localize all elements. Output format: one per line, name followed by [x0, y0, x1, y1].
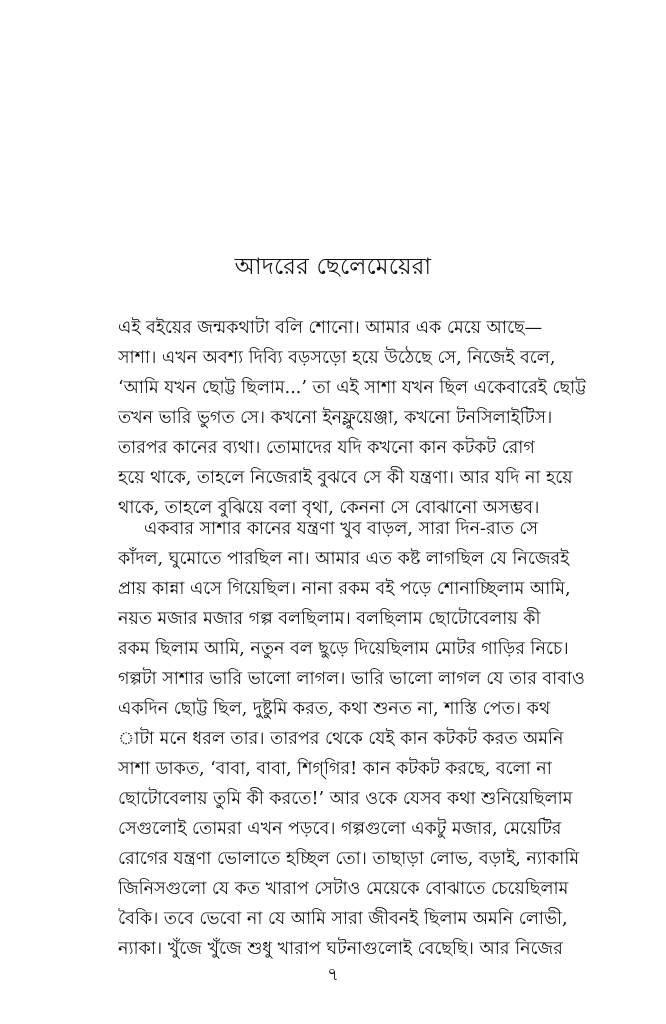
- text-line: প্রায় কান্না এসে গিয়েছিল। নানা রকম বই পড়ে শোনাচ্ছিলাম আমি,: [118, 579, 571, 599]
- text-line: একবার সাশার কানের যন্ত্রণা খুব বাড়ল, সারা দিন-রাত সে: [144, 519, 539, 539]
- paragraph-1: [118, 313, 588, 523]
- text-line: ছোটোবেলায় তুমি কী করতে!’ আর ওকে যেসব কথা শুনিয়েছিলাম: [118, 789, 573, 809]
- text-line: তারপর কানের ব্যথা। তোমাদের যদি কখনো কান কটকট রোগ: [118, 438, 535, 458]
- text-line: জিনিসগুলো যে কত খারাপ সেটাও মেয়েকে বোঝাতে চেয়েছিলাম: [118, 879, 569, 899]
- text-line: সাশা। এখন অবশ্য দিব্যি বড়সড়ো হয়ে উঠেছে সে, নিজেই বলে,: [118, 348, 556, 368]
- text-line: থাকে, তাহলে বুঝিয়ে বলা বৃথা, কেননা সে বোঝানো অসম্ভব।: [118, 498, 540, 518]
- text-line: কাঁদল, ঘুমোতে পারছিল না। আমার এত কষ্ট লাগছিল যে নিজেরই: [118, 549, 570, 569]
- text-line: রোগের যন্ত্রণা ভোলাতে হচ্ছিল তো। তাছাড়া লোভ, বড়াই, ন্যাকামি: [118, 849, 580, 869]
- text-line: ন্যাকা। খুঁজে খুঁজে শুধু খারাপ ঘটনাগুলোই বেছেছি। আর নিজের: [118, 939, 563, 959]
- text-line: তখন ভারি ভুগত সে। কখনো ইনফ্লুয়েঞ্জা, কখনো টনসিলাইটিস।: [118, 408, 553, 428]
- text-line: সেগুলোই তোমরা এখন পড়বে। গল্পগুলো একটু মজার, মেয়েটির: [118, 819, 562, 839]
- page-number: ৭: [327, 964, 339, 985]
- text-line: একদিন ছোট্ট ছিল, দুষ্টুমি করত, কথা শুনত না, শাস্তি পেত। কথ: [118, 699, 551, 719]
- text-line: ‘আমি যখন ছোট্ট ছিলাম...’ তা এই সাশা যখন ছিল একেবারেই ছোট্ট: [118, 378, 587, 398]
- paragraph-2: [118, 514, 588, 964]
- text-line: গল্পটা সাশার ভারি ভালো লাগল। ভারি ভালো লাগল যে তার বাবাও: [118, 669, 585, 689]
- chapter-title: আদরের ছেলেমেয়েরা: [234, 254, 432, 280]
- text-line: এই বইয়ের জন্মকথাটা বলি শোনো। আমার এক মেয়ে আছে—: [118, 318, 543, 338]
- text-line: নয়ত মজার মজার গল্প বলছিলাম। বলছিলাম ছোটোবেলায় কী: [118, 609, 541, 629]
- text-line: রকম ছিলাম আমি, নতুন বল ছুড়ে দিয়েছিলাম মোটর গাড়ির নিচে।: [118, 639, 569, 659]
- text-line: সাশা ডাকত, ‘বাবা, বাবা, শিগ্‌গির! কান কটকট করছে, বলো না: [118, 759, 552, 779]
- text-line: াটা মনে ধরল তার। তারপর থেকে যেই কান কটকট করত অমনি: [118, 729, 564, 749]
- text-line: বৈকি। তবে ভেবো না যে আমি সারা জীবনই ছিলাম অমনি লোভী,: [118, 909, 568, 929]
- text-line: হয়ে থাকে, তাহলে নিজেরাই বুঝবে সে কী যন্ত্রণা। আর যদি না হয়ে: [118, 468, 573, 488]
